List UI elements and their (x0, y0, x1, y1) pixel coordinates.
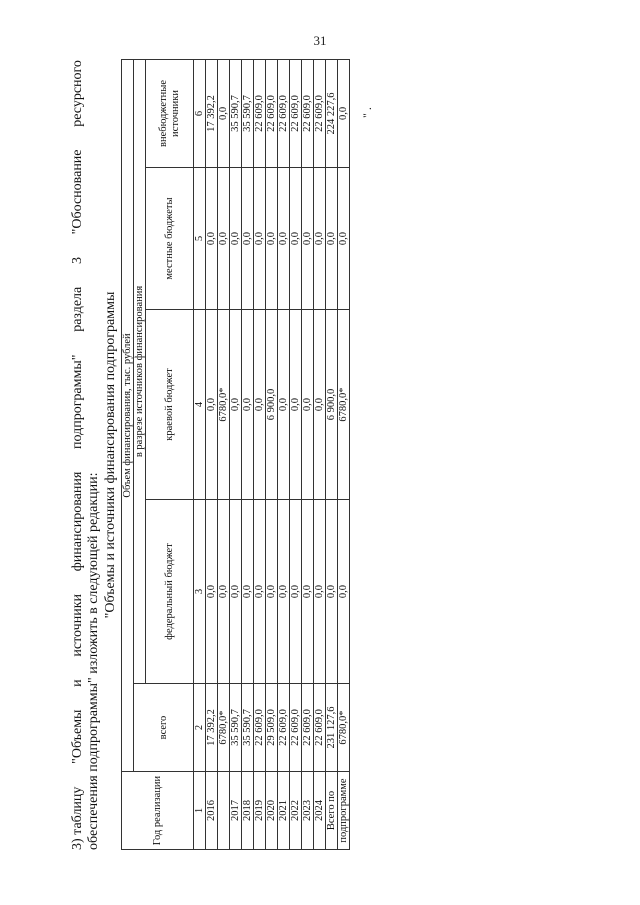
cell-total: 6780,0* (338, 684, 350, 772)
cell-total: 22 609,0 (302, 684, 314, 772)
intro-word: подпрограммы" (70, 354, 85, 450)
header-federal: федеральный бюджет (146, 500, 194, 684)
cell-total: 22 609,0 (290, 684, 302, 772)
cell-total: 17 392,2 (206, 684, 218, 772)
intro-word: "Обоснование (70, 149, 85, 235)
cell-federal: 0,0 (278, 500, 290, 684)
financing-table (121, 59, 350, 850)
cell-regional: 0,0 (314, 310, 326, 500)
cell-regional: 0,0 (290, 310, 302, 500)
cell-extra: 22 609,0 (302, 59, 314, 167)
cell-extra: 22 609,0 (314, 59, 326, 167)
cell-federal: 0,0 (338, 500, 350, 684)
table-title: "Объемы и источники финансирования подпрограммы (103, 291, 118, 619)
cell-federal: 0,0 (326, 500, 338, 684)
cell-total: 22 609,0 (254, 684, 266, 772)
column-numbers-row (194, 59, 206, 849)
header-volume-group: Объем финансирования, тыс. рублей (122, 59, 134, 771)
cell-local: 0,0 (326, 168, 338, 310)
cell-year: 2019 (254, 772, 266, 850)
cell-year (218, 772, 230, 850)
cell-federal: 0,0 (242, 500, 254, 684)
cell-year: Всего по (326, 772, 338, 850)
cell-extra: 22 609,0 (266, 59, 278, 167)
page-number: 31 (313, 33, 327, 48)
table-row (218, 59, 230, 849)
cell-regional: 6 900,0 (326, 310, 338, 500)
table-row (230, 59, 242, 849)
cell-year: 2022 (290, 772, 302, 850)
cell-federal: 0,0 (314, 500, 326, 684)
intro-word: ресурсного (70, 60, 85, 127)
cell-extra: 22 609,0 (278, 59, 290, 167)
intro-line-2: обеспечения подпрограммы" изложить в следующей редакции: (86, 472, 101, 850)
table-row (278, 59, 290, 849)
cell-regional: 0,0 (206, 310, 218, 500)
intro-word: и (70, 679, 85, 687)
cell-regional: 0,0 (242, 310, 254, 500)
cell-local: 0,0 (206, 168, 218, 310)
header-total: всего (134, 684, 194, 772)
header-extra: внебюджетные источники (146, 59, 194, 167)
cell-extra: 224 227,6 (326, 59, 338, 167)
cell-local: 0,0 (242, 168, 254, 310)
cell-extra: 35 590,7 (230, 59, 242, 167)
cell-year: 2016 (206, 772, 218, 850)
header-regional: краевой бюджет (146, 310, 194, 500)
header-sources-group: в разрезе источников финансирования (134, 59, 146, 683)
header-year: Год реализации (122, 772, 194, 850)
column-number: 1 (194, 772, 206, 850)
cell-year: 2018 (242, 772, 254, 850)
table-row (242, 59, 254, 849)
cell-local: 0,0 (230, 168, 242, 310)
intro-word: 3) таблицу (70, 786, 85, 850)
cell-total: 231 127,6 (326, 684, 338, 772)
cell-regional: 0,0 (254, 310, 266, 500)
cell-federal: 0,0 (302, 500, 314, 684)
cell-total: 29 509,0 (266, 684, 278, 772)
cell-federal: 0,0 (230, 500, 242, 684)
intro-text (70, 60, 102, 850)
table-row (254, 59, 266, 849)
intro-word: 3 (70, 257, 85, 265)
column-number: 6 (194, 59, 206, 167)
cell-local: 0,0 (302, 168, 314, 310)
cell-regional: 6 900,0 (266, 310, 278, 500)
cell-regional: 0,0 (230, 310, 242, 500)
cell-year: 2020 (266, 772, 278, 850)
column-number: 3 (194, 500, 206, 684)
table-row (206, 59, 218, 849)
cell-regional: 0,0 (302, 310, 314, 500)
cell-year: подпрограмме (338, 772, 350, 850)
cell-year: 2017 (230, 772, 242, 850)
table-row (266, 59, 278, 849)
cell-local: 0,0 (278, 168, 290, 310)
closing-mark: " . (360, 107, 374, 118)
cell-year: 2021 (278, 772, 290, 850)
cell-total: 22 609,0 (314, 684, 326, 772)
column-number: 5 (194, 168, 206, 310)
header-local: местные бюджеты (146, 168, 194, 310)
cell-regional: 6780,0* (338, 310, 350, 500)
table-row (338, 59, 350, 849)
column-number: 4 (194, 310, 206, 500)
table-row (290, 59, 302, 849)
cell-regional: 0,0 (278, 310, 290, 500)
intro-word: источники (70, 593, 85, 657)
intro-word: "Объемы (70, 709, 85, 764)
cell-year: 2024 (314, 772, 326, 850)
rotated-sheet (70, 60, 375, 850)
cell-extra: 0,0 (218, 59, 230, 167)
cell-federal: 0,0 (206, 500, 218, 684)
cell-total: 35 590,7 (242, 684, 254, 772)
cell-extra: 22 609,0 (254, 59, 266, 167)
cell-total: 35 590,7 (230, 684, 242, 772)
cell-regional: 6780,0* (218, 310, 230, 500)
cell-year: 2023 (302, 772, 314, 850)
table-row (326, 59, 338, 849)
cell-extra: 17 392,2 (206, 59, 218, 167)
cell-federal: 0,0 (254, 500, 266, 684)
cell-local: 0,0 (254, 168, 266, 310)
cell-federal: 0,0 (218, 500, 230, 684)
cell-local: 0,0 (290, 168, 302, 310)
cell-local: 0,0 (338, 168, 350, 310)
cell-federal: 0,0 (266, 500, 278, 684)
table-body (206, 59, 350, 849)
cell-extra: 35 590,7 (242, 59, 254, 167)
cell-extra: 0,0 (338, 59, 350, 167)
table-row (302, 59, 314, 849)
cell-extra: 22 609,0 (290, 59, 302, 167)
table-row (314, 59, 326, 849)
intro-word: финансирования (70, 471, 85, 572)
intro-line-1 (70, 60, 86, 850)
cell-local: 0,0 (314, 168, 326, 310)
cell-federal: 0,0 (290, 500, 302, 684)
intro-word: раздела (70, 286, 85, 332)
cell-total: 22 609,0 (278, 684, 290, 772)
cell-local: 0,0 (266, 168, 278, 310)
cell-total: 6780,0* (218, 684, 230, 772)
column-number: 2 (194, 684, 206, 772)
cell-local: 0,0 (218, 168, 230, 310)
